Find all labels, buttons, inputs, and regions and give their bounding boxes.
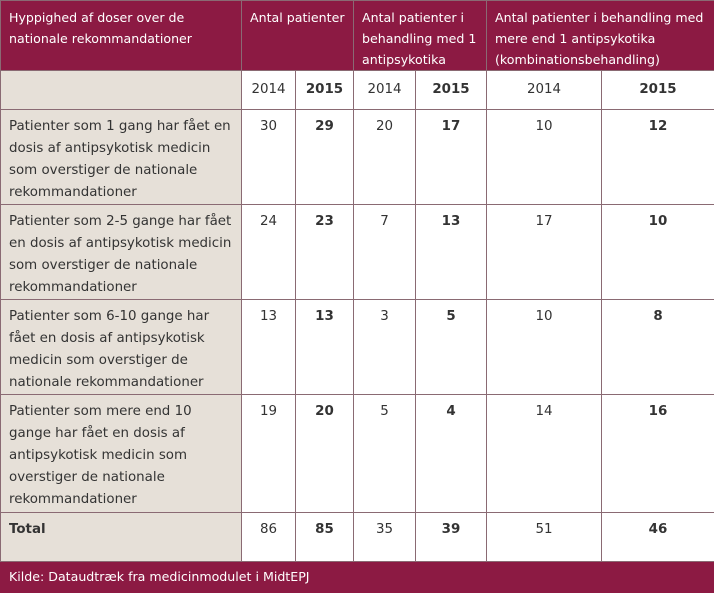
table-row [1,395,714,513]
value-cell: 13 [416,205,487,300]
value-cell: 10 [602,205,714,300]
value-cell: 13 [296,300,354,395]
source-note: Kilde: Dataudtræk fra medicinmodulet i MidtEPJ [1,562,714,593]
value-cell: 20 [296,395,354,513]
year-row-label-cell [1,71,242,110]
table-row [1,205,714,300]
value-cell: 17 [487,205,602,300]
value-cell: 7 [354,205,416,300]
value-cell: 4 [416,395,487,513]
total-value: 86 [242,513,296,562]
value-cell: 24 [242,205,296,300]
value-cell: 5 [354,395,416,513]
table-row [1,300,714,395]
total-value: 35 [354,513,416,562]
table-row [1,110,714,205]
row-label: Patienter som 6-10 gange har fået en dosis af antipsykotisk medicin som overstiger de nationale rekommandationer [1,300,242,395]
value-cell: 20 [354,110,416,205]
header-single-antipsychotic: Antal patienter i behandling med 1 antipsykotika [354,1,487,71]
header-row [1,1,714,71]
total-value: 51 [487,513,602,562]
value-cell: 23 [296,205,354,300]
value-cell: 19 [242,395,296,513]
value-cell: 30 [242,110,296,205]
year-cell: 2015 [602,71,714,110]
value-cell: 8 [602,300,714,395]
header-combination-treatment: Antal patienter i behandling med mere end 1 antipsykotika (kombinationsbehandling) [487,1,714,71]
year-row [1,71,714,110]
total-value: 39 [416,513,487,562]
value-cell: 12 [602,110,714,205]
header-frequency: Hyppighed af doser over de nationale rekommandationer [1,1,242,71]
value-cell: 10 [487,300,602,395]
value-cell: 3 [354,300,416,395]
row-label: Patienter som mere end 10 gange har fået en dosis af antipsykotisk medicin som overstiger de nationale rekommandationer [1,395,242,513]
header-patients: Antal patienter [242,1,354,71]
total-value: 85 [296,513,354,562]
year-cell: 2014 [242,71,296,110]
value-cell: 5 [416,300,487,395]
year-cell: 2015 [296,71,354,110]
source-row [1,562,714,593]
value-cell: 13 [242,300,296,395]
value-cell: 16 [602,395,714,513]
value-cell: 10 [487,110,602,205]
year-cell: 2014 [487,71,602,110]
value-cell: 29 [296,110,354,205]
year-cell: 2014 [354,71,416,110]
row-label: Patienter som 2-5 gange har fået en dosis af antipsykotisk medicin som overstiger de nationale rekommandationer [1,205,242,300]
row-label: Patienter som 1 gang har fået en dosis af antipsykotisk medicin som overstiger de nationale rekommandationer [1,110,242,205]
total-row [1,513,714,562]
value-cell: 14 [487,395,602,513]
value-cell: 17 [416,110,487,205]
year-cell: 2015 [416,71,487,110]
total-value: 46 [602,513,714,562]
total-label: Total [1,513,242,562]
